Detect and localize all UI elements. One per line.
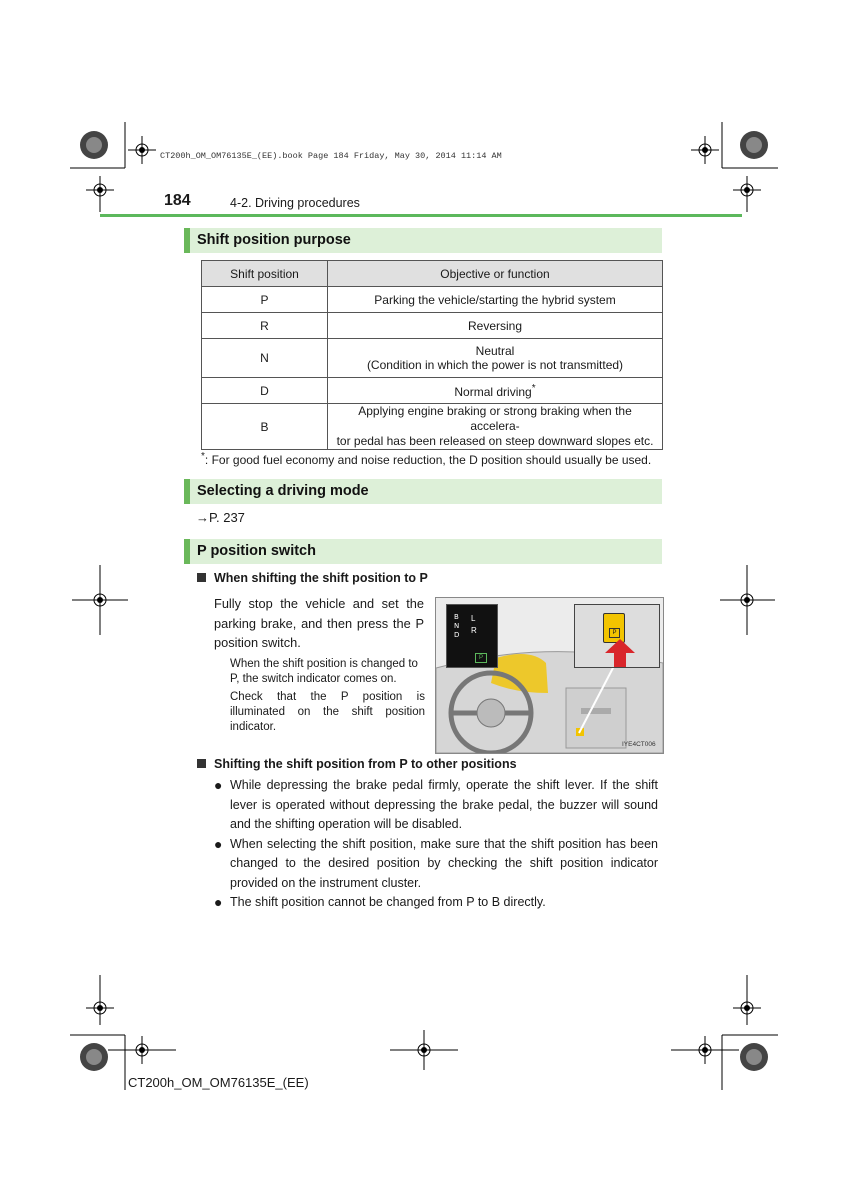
heading-p-position-switch: P position switch bbox=[184, 539, 662, 564]
red-arrow-icon bbox=[605, 639, 635, 667]
table-row: B Applying engine braking or strong braking when the accelera- tor pedal has been released on steep downward slopes etc. bbox=[202, 404, 663, 450]
gear-letter: D bbox=[454, 631, 460, 639]
header-rule bbox=[100, 214, 742, 217]
table-row: P Parking the vehicle/starting the hybrid system bbox=[202, 287, 663, 313]
figure-code: IYE4CT006 bbox=[622, 741, 656, 748]
table-footnote: *: For good fuel economy and noise reduction, the D position should usually be used. bbox=[201, 451, 652, 467]
table-row: D Normal driving* bbox=[202, 378, 663, 404]
subheading-shift-to-p: When shifting the shift position to P bbox=[197, 571, 428, 585]
bullet-list bbox=[214, 776, 658, 913]
gear-indicator-inset bbox=[446, 604, 498, 668]
list-item: ● When selecting the shift position, make sure that the shift position has been changed to the desired position by checking the shift position indicator provided on the instrument cluster. bbox=[214, 835, 658, 890]
p-position-switch-icon: P bbox=[603, 613, 625, 643]
table-header-row bbox=[202, 261, 663, 287]
list-item: ● While depressing the brake pedal firmly, operate the shift lever. If the shift lever is operated without depressing the brake pedal, the buzzer will sound and the shifting operation will be disabled. bbox=[214, 777, 658, 831]
gear-mark: R bbox=[471, 626, 477, 635]
list-item: ● The shift position cannot be changed from P to B directly. bbox=[214, 894, 546, 910]
table-row: N Neutral (Condition in which the power is not transmitted) bbox=[202, 339, 663, 378]
column-header: Shift position bbox=[202, 261, 328, 287]
page-reference-link[interactable]: →P. 237 bbox=[196, 510, 245, 525]
print-info: CT200h_OM_OM76135E_(EE).book Page 184 Friday, May 30, 2014 11:14 AM bbox=[160, 151, 502, 161]
p-switch-figure bbox=[435, 597, 664, 754]
footer-doc-id: CT200h_OM_OM76135E_(EE) bbox=[128, 1075, 309, 1090]
note-switch-indicator: When the shift position is changed to P, the switch indicator comes on. bbox=[230, 658, 418, 685]
square-bullet-icon bbox=[197, 759, 206, 768]
switch-inset bbox=[574, 604, 660, 668]
gear-letter: N bbox=[454, 622, 460, 630]
shift-position-table bbox=[201, 260, 663, 450]
note-check-indicator: Check that the P position is illuminated on the shift position indicator. bbox=[230, 691, 425, 733]
page-number: 184 bbox=[164, 192, 191, 209]
gear-mark: L bbox=[471, 614, 476, 623]
square-bullet-icon bbox=[197, 573, 206, 582]
heading-shift-position-purpose: Shift position purpose bbox=[184, 228, 662, 253]
table-row: R Reversing bbox=[202, 313, 663, 339]
gear-letter: B bbox=[454, 613, 459, 621]
section-title: 4-2. Driving procedures bbox=[230, 196, 360, 210]
column-header: Objective or function bbox=[328, 261, 663, 287]
heading-selecting-driving-mode: Selecting a driving mode bbox=[184, 479, 662, 504]
p-indicator: P bbox=[475, 653, 487, 663]
subheading-shift-from-p: Shifting the shift position from P to other positions bbox=[197, 757, 517, 771]
instruction-text: Fully stop the vehicle and set the parking brake, and then press the P position switch. bbox=[214, 596, 424, 650]
